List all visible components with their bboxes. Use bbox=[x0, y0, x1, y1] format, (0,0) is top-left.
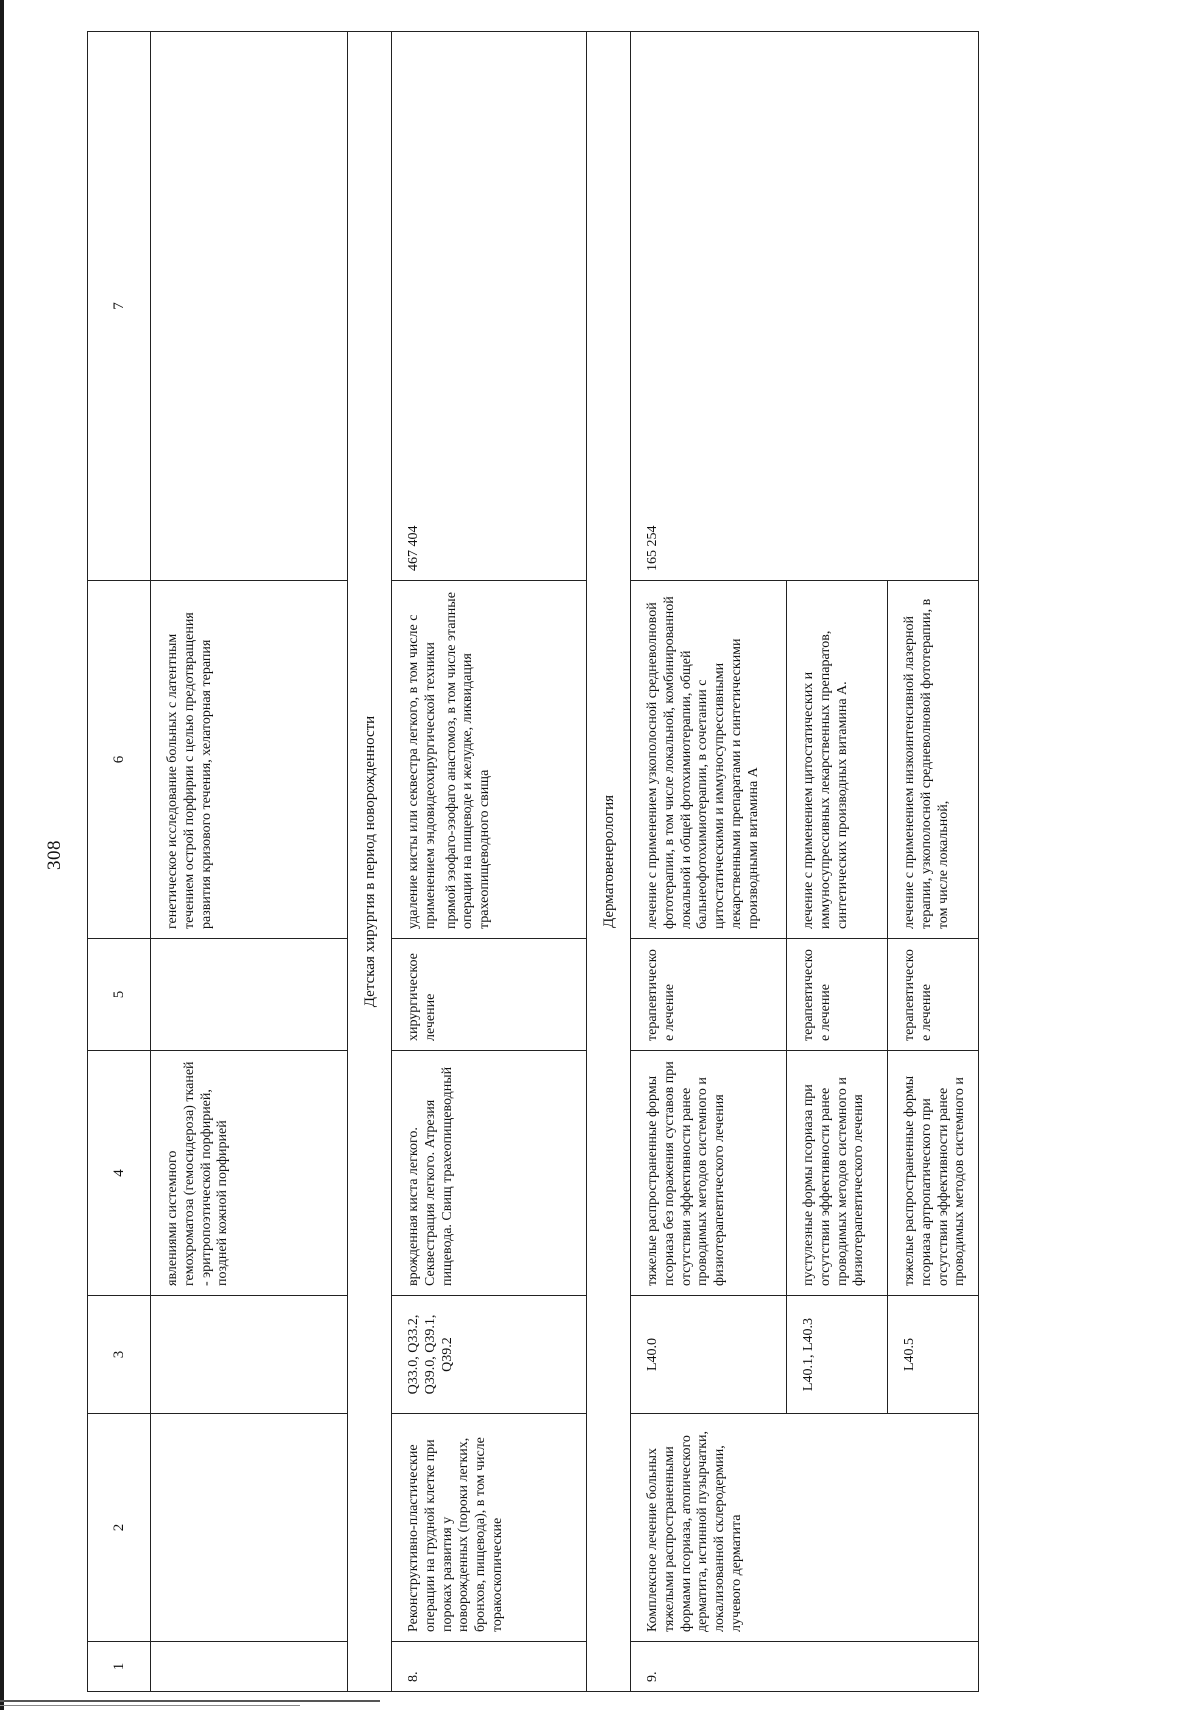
header-cell: 5 bbox=[88, 939, 151, 1051]
method-cell: лечение с применением цитостатических и иммуносупрессивных лекарственных препаратов, синтетических производных витамина А. bbox=[787, 581, 888, 939]
treatment-type: хирургическое лечение bbox=[392, 939, 587, 1051]
treatment-type: терапевтическое лечение bbox=[888, 939, 979, 1051]
section-row bbox=[587, 32, 631, 1692]
empty-cell bbox=[151, 1414, 348, 1642]
icd-codes: L40.5 bbox=[888, 1296, 979, 1414]
icd-codes: Q33.0, Q33.2, Q39.0, Q39.1, Q39.2 bbox=[392, 1296, 587, 1414]
diagnosis-cell: пустулезные формы псориаза при отсутствии эффективности ранее проводимых методов системного и физиотерапевтического лечения bbox=[787, 1051, 888, 1296]
treatment-type: терапевтическое лечение bbox=[631, 939, 787, 1051]
diagnosis-cell: тяжелые распространенные формы псориаза артропатического при отсутствии эффективности ранее проводимых методов системного и bbox=[888, 1051, 979, 1296]
method-cell: генетическое исследование больных с латентным течением острой порфирии с целью предотвращения развития кризового течения, хелаторная терапия bbox=[151, 581, 348, 939]
cost-value: 165 254 bbox=[631, 32, 979, 581]
cost-value: 467 404 bbox=[392, 32, 587, 581]
empty-cell bbox=[151, 1642, 348, 1692]
care-type-name: Комплексное лечение больных тяжелыми распространенными формами псориаза, атопического дерматита, истинной пузырчатки, локализованной склеродермии, лучевого дерматита bbox=[631, 1414, 979, 1642]
icd-codes: L40.0 bbox=[631, 1296, 787, 1414]
diagnosis-cell: врожденная киста легкого. Секвестрация легкого. Атрезия пищевода. Свищ трахеопищеводный bbox=[392, 1051, 587, 1296]
section-title-pediatric-surgery: Детская хирургия в период новорожденности bbox=[348, 32, 392, 1692]
header-cell: 1 bbox=[88, 1642, 151, 1692]
continuation-row bbox=[151, 32, 348, 1692]
section-title-dermatology: Дерматовенерология bbox=[587, 32, 631, 1692]
method-text: прямой эзофаго-эзофаго анастомоз, в том числе этапные операции на пищеводе и желудке, ликвидация трахеопищеводного свища bbox=[443, 592, 493, 929]
row-number: 9. bbox=[631, 1642, 979, 1692]
table-row-9 bbox=[631, 32, 787, 1692]
diagnosis-cell: тяжелые распространенные формы псориаза без поражения суставов при отсутствии эффективности ранее проводимых методов системного и физиотерапевтического лечения bbox=[631, 1051, 787, 1296]
care-type-name: Реконструктивно-пластические операции на грудной клетке при пороках развития у новорожденных (пороки легких, бронхов, пищевода), в том числе торакоскопические bbox=[392, 1414, 587, 1642]
header-cell: 7 bbox=[88, 32, 151, 581]
section-row bbox=[348, 32, 392, 1692]
method-text: удаление кисты или секвестра легкого, в том числе с применением эндовидеохирургической техники bbox=[406, 614, 438, 929]
empty-cell bbox=[151, 939, 348, 1051]
table-row-8 bbox=[392, 32, 587, 1692]
empty-cell bbox=[151, 32, 348, 581]
diagnosis-cell: явлениями системного гемохроматоза (гемосидероза) тканей - эритропоэтической порфирией, поздней кожной порфирией bbox=[151, 1051, 348, 1296]
icd-codes: L40.1, L40.3 bbox=[787, 1296, 888, 1414]
empty-cell bbox=[151, 1296, 348, 1414]
header-cell: 3 bbox=[88, 1296, 151, 1414]
header-row bbox=[88, 32, 151, 1692]
header-cell: 6 bbox=[88, 581, 151, 939]
method-cell bbox=[392, 581, 587, 939]
medical-care-table bbox=[87, 31, 979, 1692]
treatment-type: терапевтическое лечение bbox=[787, 939, 888, 1051]
row-number: 8. bbox=[392, 1642, 587, 1692]
method-cell: лечение с применением узкополосной средневолновой фототерапии, в том числе локальной, комбинированной локальной и общей фотохимиотерапии, общей бальнеофотохимиотерапии, в сочетании с цитостатическими и иммуносупрессивными лекарственными препаратами и синтетическими производными витамина А bbox=[631, 581, 787, 939]
method-cell: лечение с применением низкоинтенсивной лазерной терапии, узкополосной средневолновой фототерапии, в том числе локальной, bbox=[888, 581, 979, 939]
header-cell: 2 bbox=[88, 1414, 151, 1642]
page-number: 308 bbox=[44, 840, 65, 870]
header-cell: 4 bbox=[88, 1051, 151, 1296]
